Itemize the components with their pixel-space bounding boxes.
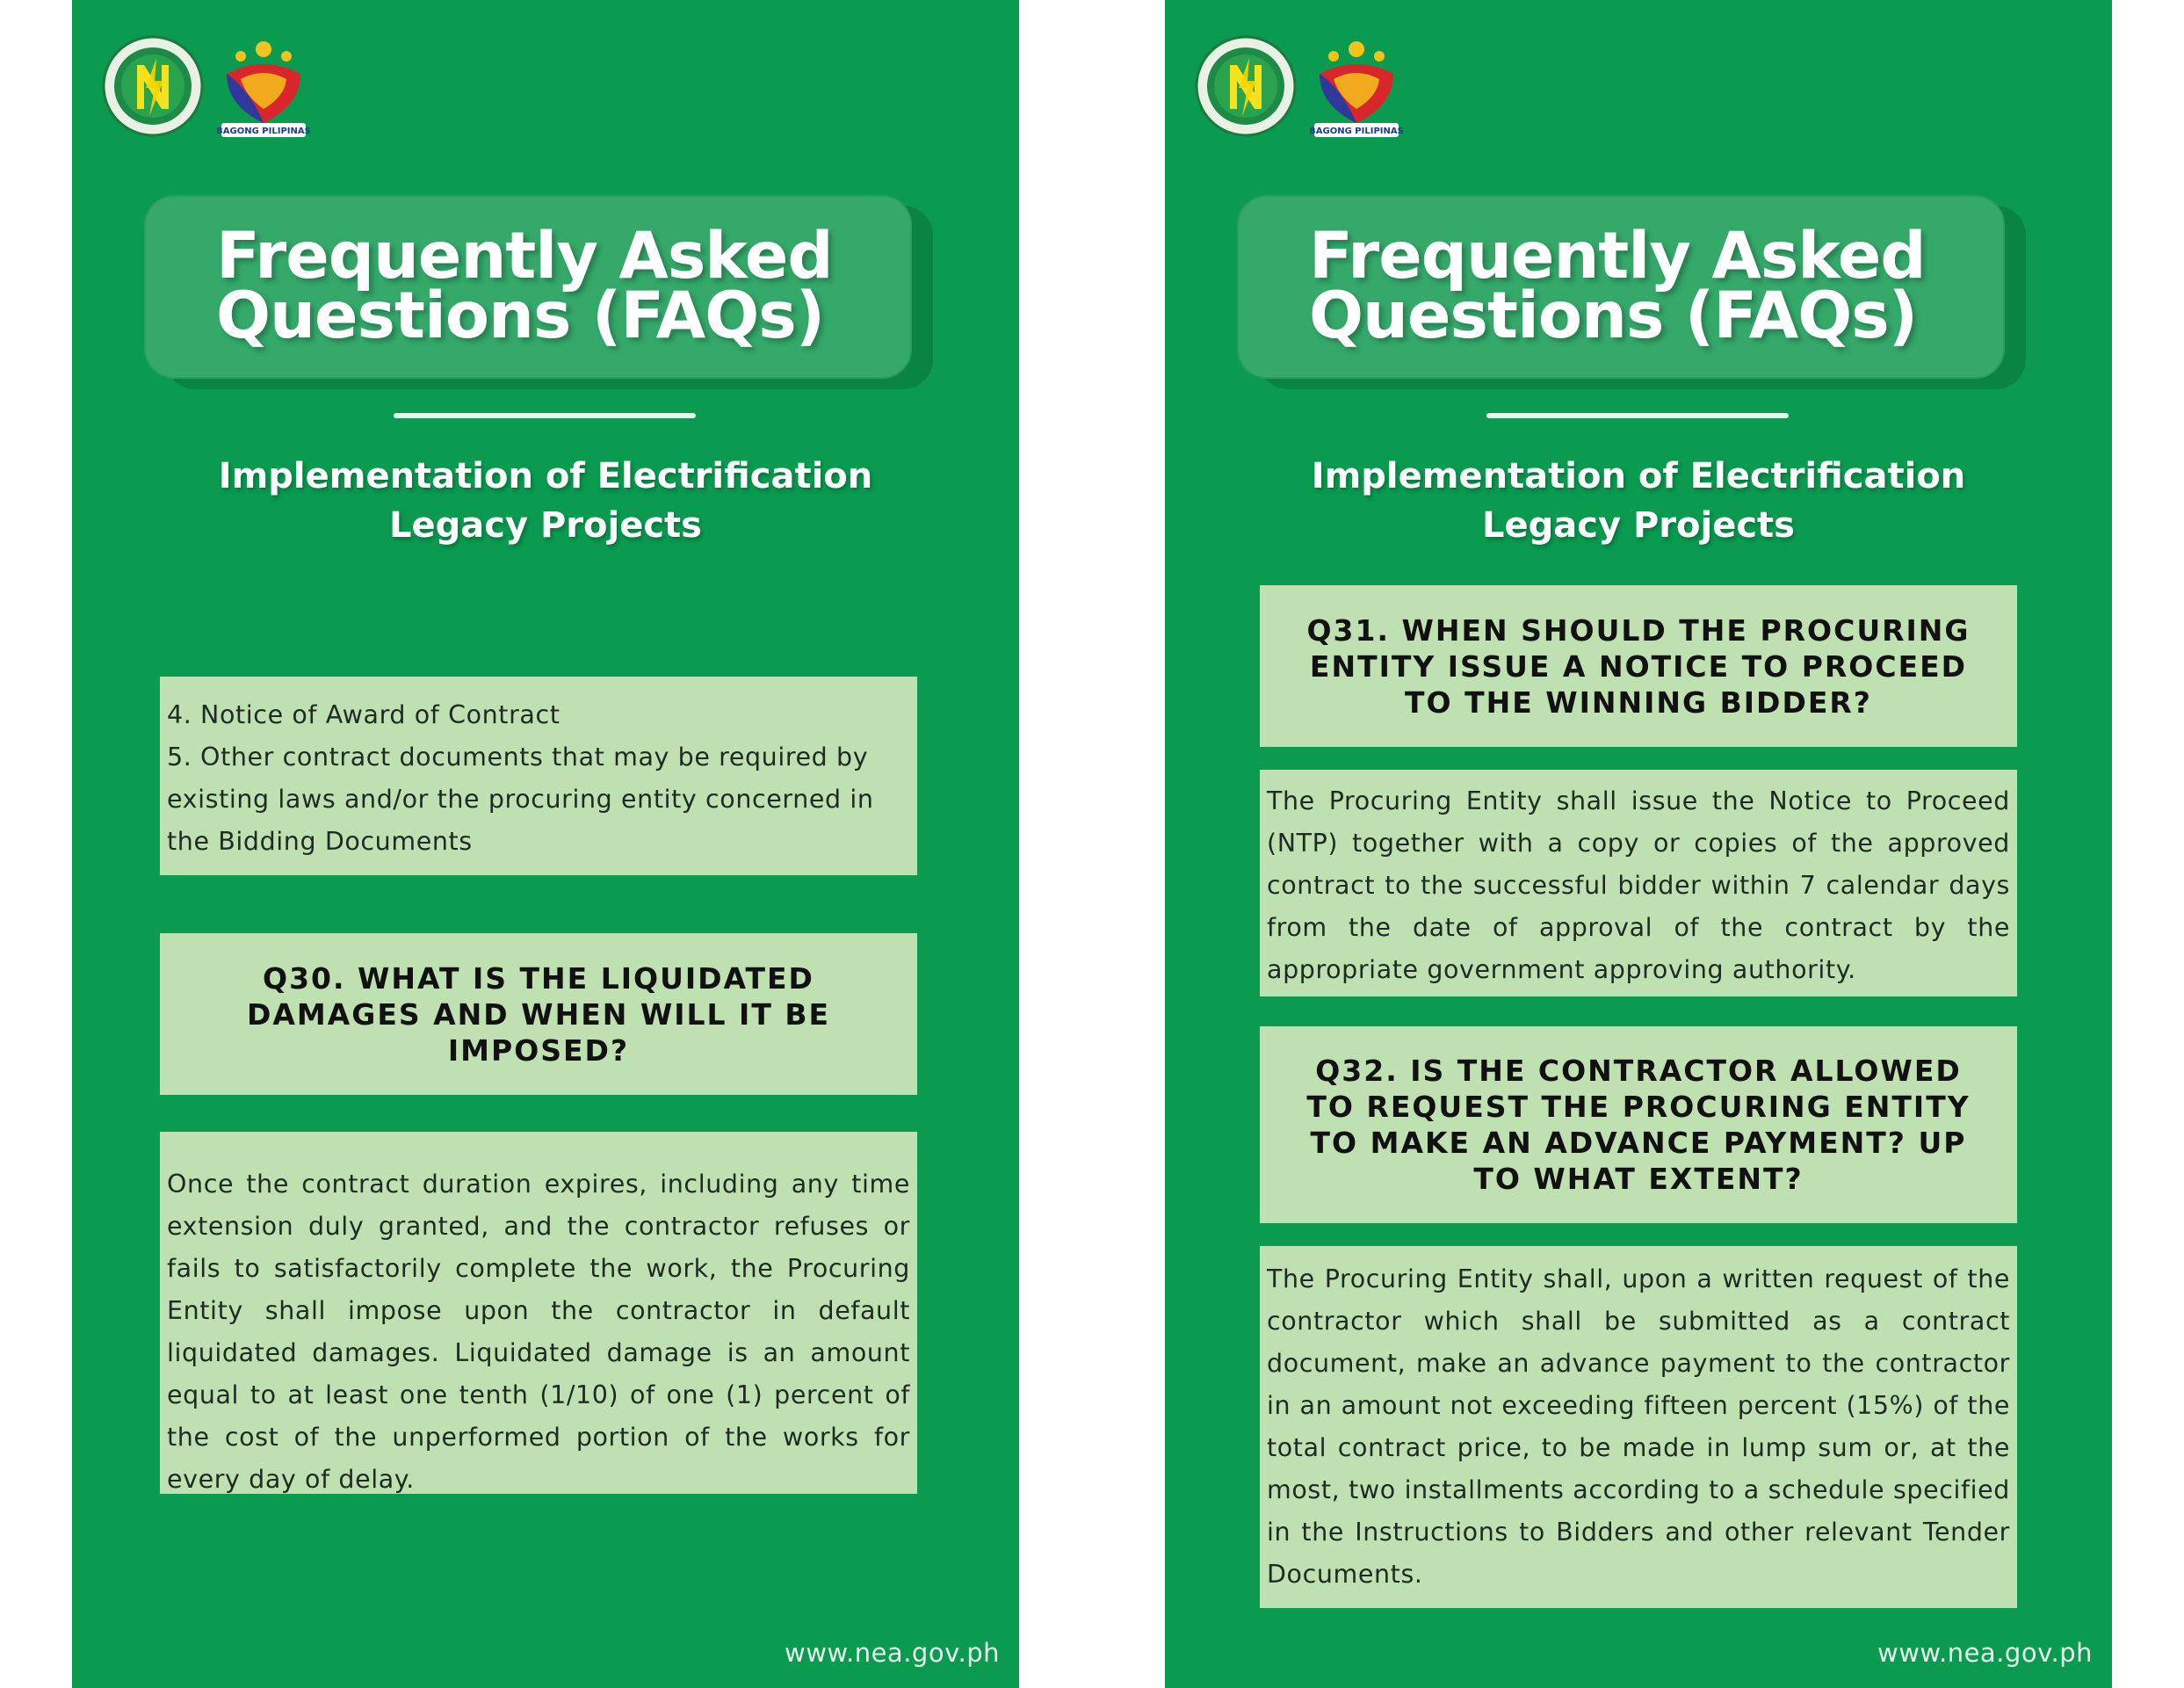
logo-group (1195, 35, 1406, 141)
list-item: 5. Other contract documents that may be required by (167, 743, 869, 772)
bagong-pilipinas-label: BAGONG PILIPINAS (216, 127, 311, 136)
q32-answer: The Procuring Entity shall, upon a written request of the contractor which shall be submitted as a contract document, make an advance payment to the contractor in an amount not exceeding fifteen percent (15%) of the total contract price, to be made in lump sum or, at the most, two installments according to a schedule specified in the Instructions to Bidders and other relevant Tender Documents. (1267, 1264, 2010, 1589)
list-item: the Bidding Documents (167, 827, 473, 856)
title-banner (144, 195, 912, 379)
q31-answer-card (1260, 770, 2017, 996)
title-banner (1237, 195, 2005, 379)
document-list-card (160, 677, 917, 875)
q31-question-card (1260, 585, 2017, 747)
subtitle-line-2: Legacy Projects (389, 505, 702, 546)
title-divider (1486, 413, 1789, 418)
title-divider (394, 413, 696, 418)
q30-answer-card (160, 1132, 917, 1494)
title-line-2: Questions (FAQs) (216, 279, 825, 353)
page-subtitle (72, 452, 1019, 550)
subtitle-line-1: Implementation of Electrification (218, 456, 873, 496)
website-link[interactable]: www.nea.gov.ph (1877, 1638, 2093, 1668)
logo-group (102, 35, 313, 141)
bagong-pilipinas-logo-icon (214, 37, 313, 139)
q32-question: Q32. IS THE CONTRACTOR ALLOWED TO REQUEST THE PROCURING ENTITY TO MAKE AN ADVANCE PAYMENT? UP TO WHAT EXTENT? (1306, 1054, 1971, 1196)
nea-logo-icon (102, 35, 204, 137)
faq-page-right (1165, 0, 2112, 1688)
title-line-1: Frequently Asked (216, 219, 833, 293)
list-item: existing laws and/or the procuring entity concerned in (167, 785, 874, 814)
title-line-2: Questions (FAQs) (1309, 279, 1918, 353)
list-item: 4. Notice of Award of Contract (167, 700, 560, 729)
q30-question: Q30. WHAT IS THE LIQUIDATED DAMAGES AND WHEN WILL IT BE IMPOSED? (246, 960, 831, 1068)
q30-question-card (160, 933, 917, 1095)
q31-question: Q31. WHEN SHOULD THE PROCURING ENTITY ISSUE A NOTICE TO PROCEED TO THE WINNING BIDDER? (1306, 612, 1971, 720)
q32-question-card (1260, 1026, 2017, 1223)
bagong-pilipinas-logo-icon (1307, 37, 1406, 139)
q32-answer-card (1260, 1246, 2017, 1608)
page-title (1309, 219, 1926, 353)
website-link[interactable]: www.nea.gov.ph (785, 1638, 1000, 1668)
faq-page-left (72, 0, 1019, 1688)
page-subtitle (1165, 452, 2112, 550)
subtitle-line-1: Implementation of Electrification (1311, 456, 1966, 496)
nea-logo-icon (1195, 35, 1297, 137)
subtitle-line-2: Legacy Projects (1482, 505, 1795, 546)
q30-answer: Once the contract duration expires, including any time extension duly granted, and the contractor refuses or fails to satisfactorily complete the work, the Procuring Entity shall impose upon the contractor in default liquidated damages. Liquidated damage is an amount equal to at least one tenth (1/10) of one (1) percent of the cost of the unperformed portion of the works for every day of delay. (167, 1170, 910, 1494)
page-title (216, 219, 833, 353)
bagong-pilipinas-label: BAGONG PILIPINAS (1309, 127, 1404, 136)
title-line-1: Frequently Asked (1309, 219, 1926, 293)
q31-answer: The Procuring Entity shall issue the Notice to Proceed (NTP) together with a copy or copies of the approved contract to the successful bidder within 7 calendar days from the date of approval of the contract by the appropriate government approving authority. (1267, 786, 2010, 984)
